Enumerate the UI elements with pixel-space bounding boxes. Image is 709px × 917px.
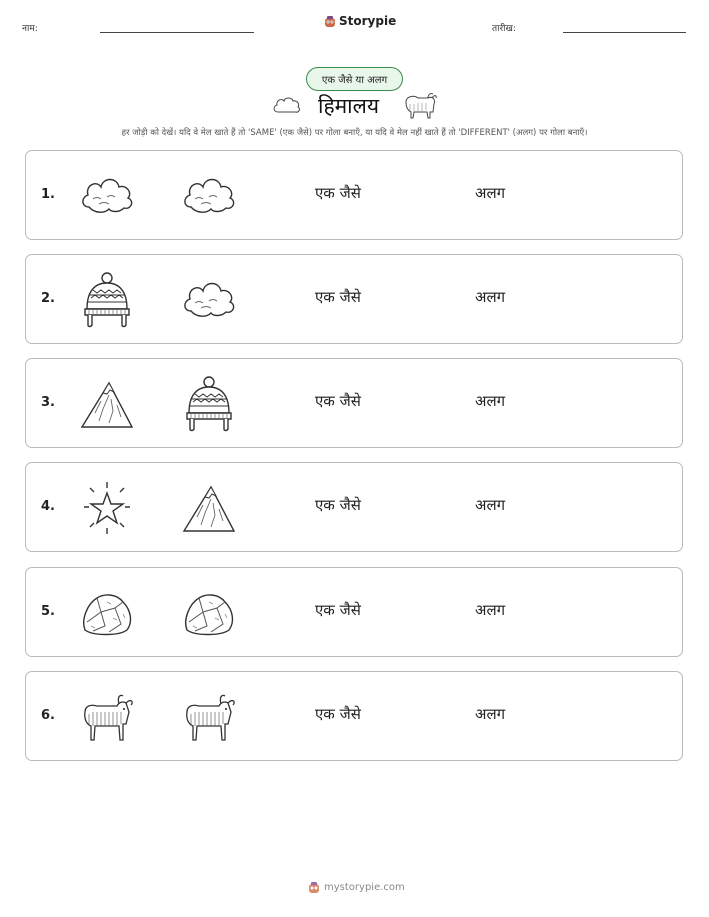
same-option[interactable]: एक जैसे <box>315 184 361 202</box>
question-number: 3. <box>41 395 55 410</box>
question-number: 1. <box>41 187 55 202</box>
question-row <box>25 671 683 761</box>
beanie-hat-icon <box>181 375 237 433</box>
question-row <box>25 462 683 552</box>
mountain-icon <box>181 479 237 537</box>
different-option[interactable]: अलग <box>475 496 506 514</box>
page-title: हिमालय <box>318 94 380 118</box>
different-option[interactable]: अलग <box>475 288 506 306</box>
question-number: 5. <box>41 604 55 619</box>
rock-icon <box>79 584 135 642</box>
same-option[interactable]: एक जैसे <box>315 288 361 306</box>
question-number: 4. <box>41 499 55 514</box>
star-icon <box>79 479 135 537</box>
question-row <box>25 150 683 240</box>
question-row <box>25 254 683 344</box>
yak-icon <box>402 90 438 122</box>
yak-icon <box>181 688 237 746</box>
instructions: हर जोड़ी को देखें। यदि वे मेल खाते हैं तो 'SAME' (एक जैसे) पर गोला बनाएँ, या यदि वे मेल नहीं खाते हैं तो 'DIFFERENT' (अलग) पर गोला बनाएँ। <box>121 128 588 138</box>
date-input-line[interactable] <box>563 32 686 33</box>
different-option[interactable]: अलग <box>475 392 506 410</box>
storypie-logo-icon <box>324 15 336 28</box>
different-option[interactable]: अलग <box>475 705 506 723</box>
cloud-icon <box>79 167 135 225</box>
brand-logo <box>324 14 396 28</box>
same-option[interactable]: एक जैसे <box>315 496 361 514</box>
same-option[interactable]: एक जैसे <box>315 392 361 410</box>
same-option[interactable]: एक जैसे <box>315 601 361 619</box>
yak-icon <box>79 688 135 746</box>
question-number: 2. <box>41 291 55 306</box>
same-option[interactable]: एक जैसे <box>315 705 361 723</box>
storypie-logo-icon <box>308 881 320 894</box>
question-row <box>25 358 683 448</box>
footer-url[interactable]: mystorypie.com <box>324 882 405 893</box>
name-input-line[interactable] <box>100 32 254 33</box>
brand-name: Storypie <box>339 14 397 28</box>
cloud-icon <box>181 167 237 225</box>
name-label: नाम: <box>22 24 38 34</box>
rock-icon <box>181 584 237 642</box>
footer <box>308 881 405 894</box>
date-label: तारीख: <box>492 24 516 34</box>
question-number: 6. <box>41 708 55 723</box>
question-row <box>25 567 683 657</box>
mountain-icon <box>79 375 135 433</box>
worksheet-type-badge: एक जैसे या अलग <box>306 67 403 91</box>
cloud-icon <box>181 271 237 329</box>
different-option[interactable]: अलग <box>475 601 506 619</box>
cloud-icon <box>272 94 302 116</box>
beanie-hat-icon <box>79 271 135 329</box>
different-option[interactable]: अलग <box>475 184 506 202</box>
